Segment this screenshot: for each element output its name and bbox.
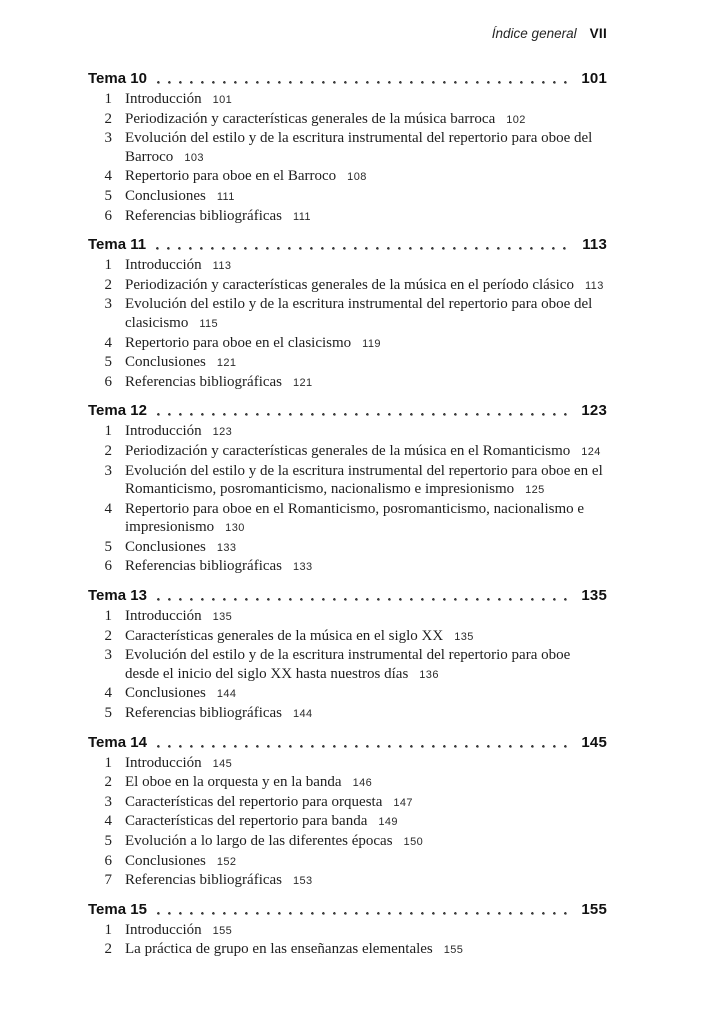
running-header-page-number: VII	[589, 26, 607, 41]
toc-item-number: 2	[104, 110, 112, 127]
toc-item-number: 1	[104, 608, 112, 625]
toc-item[interactable]	[88, 871, 607, 891]
toc-item-title-text: Conclusiones	[125, 187, 206, 204]
toc-section-heading[interactable]	[88, 235, 607, 254]
toc-item-label	[125, 627, 474, 647]
toc-item[interactable]	[88, 187, 607, 207]
toc-item[interactable]	[88, 773, 607, 793]
toc-item-label	[125, 207, 311, 227]
toc-item-title-text: Evolución a lo largo de las diferentes épocas	[125, 833, 393, 849]
toc-item-title-text: Conclusiones	[125, 354, 206, 371]
toc-item-title-text: Características generales de la música en el siglo XX	[125, 627, 444, 644]
toc-item-number: 2	[104, 276, 112, 293]
toc-section-heading[interactable]	[88, 69, 607, 88]
toc-item-page-number: 144	[216, 688, 237, 701]
toc-item-page-number: 136	[419, 668, 439, 681]
toc-item-label	[125, 773, 372, 793]
toc-item-page-number: 125	[525, 484, 545, 497]
toc-item-label	[125, 187, 235, 207]
toc-section-page-number: 155	[581, 900, 607, 918]
dot-leader	[156, 239, 573, 254]
toc-item-number: 1	[104, 754, 112, 771]
toc-item-title-text: Referencias bibliográficas	[125, 207, 283, 224]
toc-item-label	[125, 832, 423, 852]
dot-leader	[157, 904, 572, 919]
toc-item-label	[125, 921, 232, 941]
toc-item-number: 6	[104, 373, 112, 390]
toc-item-label	[125, 812, 398, 832]
toc-item-label	[125, 940, 463, 960]
toc-item[interactable]	[88, 90, 607, 110]
toc-item-number: 6	[104, 852, 112, 869]
toc-item-page-number: 146	[352, 777, 373, 790]
toc-item-page-number: 130	[225, 522, 245, 535]
toc-item-page-number: 111	[293, 210, 311, 223]
toc-item[interactable]	[88, 256, 607, 276]
toc-item-number: 2	[104, 774, 112, 791]
toc-item-page-number: 145	[212, 757, 233, 770]
toc-item-title-text: Repertorio para oboe en el clasicismo	[125, 334, 352, 351]
toc-item-number: 2	[104, 941, 112, 958]
toc-item[interactable]	[88, 793, 607, 813]
toc-item-title-text: Periodización y características generales de la música en el período clásico	[125, 276, 574, 293]
toc-item-label	[125, 167, 367, 187]
toc-item[interactable]	[88, 812, 607, 832]
toc-item[interactable]	[88, 684, 607, 704]
toc-item-page-number: 144	[293, 708, 313, 721]
toc-section-heading[interactable]	[88, 900, 607, 919]
toc-item-page-number: 152	[216, 855, 237, 868]
toc-item-title-text: Evolución del estilo y de la escritura instrumental del repertorio para oboe del Barroco	[125, 130, 593, 165]
toc-item-label	[125, 852, 236, 872]
toc-item-title-text: El oboe en la orquesta y en la banda	[125, 774, 342, 791]
toc-section-title: Tema 11	[88, 236, 147, 254]
toc-item-page-number: 108	[347, 171, 367, 184]
toc-item-page-number: 124	[581, 445, 601, 458]
toc-section	[88, 900, 607, 960]
toc-item-title-text: Referencias bibliográficas	[125, 872, 283, 889]
toc-item-title-text: Evolución del estilo y de la escritura instrumental del repertorio para oboe desde el inicio del siglo XX hasta nuestros días	[125, 647, 571, 682]
toc-item[interactable]	[88, 832, 607, 852]
toc-item-title-text: Repertorio para oboe en el Romanticismo, posromanticismo, nacionalismo e impresionismo	[125, 500, 585, 536]
toc-item-label	[125, 500, 607, 538]
toc-item-number: 4	[104, 813, 112, 830]
toc-item-page-number: 101	[212, 94, 233, 106]
toc-item-page-number: 113	[584, 279, 604, 292]
toc-section-page-number: 145	[581, 733, 607, 751]
toc-section-page-number: 113	[582, 236, 607, 254]
toc-section-page-number: 135	[581, 587, 607, 605]
toc-item-page-number: 150	[403, 836, 424, 848]
toc-item[interactable]	[88, 353, 607, 373]
toc-item-number: 5	[104, 538, 112, 555]
toc-item-number: 1	[104, 91, 112, 107]
toc-item[interactable]	[88, 276, 607, 296]
toc-item-number: 4	[104, 168, 112, 185]
toc-item-number: 3	[104, 296, 112, 313]
toc-item-label	[125, 538, 236, 558]
toc-item[interactable]	[88, 921, 607, 941]
toc-item-number: 6	[104, 207, 112, 224]
toc-item-label	[125, 422, 232, 442]
dot-leader	[157, 73, 572, 88]
toc-item-number: 5	[104, 354, 112, 371]
toc-item-title-text: Introducción	[125, 608, 202, 625]
toc-item-number: 2	[104, 442, 112, 459]
toc-item-label	[125, 704, 313, 724]
dot-leader	[157, 737, 572, 752]
toc-section-title: Tema 12	[88, 402, 147, 420]
toc-item-label	[125, 793, 413, 813]
toc-item-page-number: 133	[216, 541, 237, 554]
toc-item-label	[125, 442, 601, 462]
toc-item[interactable]	[88, 373, 607, 393]
running-header-section-title: Índice general	[491, 26, 577, 41]
toc-item-page-number: 135	[212, 611, 233, 624]
toc-item-page-number: 115	[199, 317, 219, 330]
toc-section-title: Tema 15	[88, 900, 147, 918]
toc-item[interactable]	[88, 110, 607, 130]
toc-item[interactable]	[88, 557, 607, 577]
toc-section	[88, 733, 607, 891]
toc-item-label	[125, 557, 313, 577]
toc-item-number: 1	[104, 423, 112, 440]
toc-item-title-text: Repertorio para oboe en el Barroco	[125, 168, 337, 185]
toc-item-title-text: Introducción	[125, 423, 202, 440]
toc-item-label	[125, 90, 232, 110]
toc-item[interactable]	[88, 852, 607, 872]
toc-item-label	[125, 276, 604, 296]
dot-leader	[157, 590, 572, 605]
toc-item-page-number: 135	[454, 630, 474, 643]
toc-item-title-text: Introducción	[125, 257, 202, 274]
toc-item-title-text: Evolución del estilo y de la escritura instrumental del repertorio para oboe del clasicismo	[125, 296, 593, 331]
toc-item-title-text: Introducción	[125, 91, 202, 107]
toc-item[interactable]	[88, 627, 607, 647]
toc-item-page-number: 133	[293, 561, 313, 574]
toc-item-number: 4	[104, 685, 112, 702]
toc-item[interactable]	[88, 295, 607, 333]
toc-item-page-number: 121	[216, 357, 237, 370]
toc-item-label	[125, 129, 607, 167]
toc-item-number: 7	[104, 872, 112, 889]
toc-section-page-number: 101	[581, 70, 607, 87]
toc-item-number: 3	[104, 647, 112, 664]
toc-item-label	[125, 353, 236, 373]
toc-item-label	[125, 684, 236, 704]
toc-item[interactable]	[88, 442, 607, 462]
toc-item[interactable]	[88, 538, 607, 558]
toc-item-title-text: Referencias bibliográficas	[125, 705, 283, 722]
toc-item-page-number: 155	[212, 924, 233, 937]
toc-item-label	[125, 373, 313, 393]
toc-item[interactable]	[88, 646, 607, 684]
toc-section-title: Tema 14	[88, 733, 147, 751]
toc-item-label	[125, 295, 607, 333]
toc-item-number: 1	[104, 921, 112, 938]
toc-item[interactable]	[88, 334, 607, 354]
toc-section-page-number: 123	[581, 402, 607, 420]
toc-item-number: 6	[104, 558, 112, 575]
toc-section-title: Tema 13	[88, 587, 147, 605]
toc-section-heading[interactable]	[88, 586, 607, 605]
toc-item-title-text: Conclusiones	[125, 538, 206, 555]
toc-item-number: 2	[104, 627, 112, 644]
table-of-contents	[88, 69, 607, 960]
running-header	[88, 26, 607, 41]
toc-item-number: 3	[104, 793, 112, 810]
toc-item[interactable]	[88, 462, 607, 500]
toc-item[interactable]	[88, 422, 607, 442]
toc-item-page-number: 155	[443, 944, 464, 957]
toc-item-label	[125, 256, 231, 276]
toc-item-title-text: Periodización y características generales de la música en el Romanticismo	[125, 442, 571, 459]
toc-section	[88, 586, 607, 724]
toc-item[interactable]	[88, 207, 607, 227]
toc-section-title: Tema 10	[88, 70, 147, 87]
toc-item-title-text: Introducción	[125, 921, 202, 938]
toc-item-number: 1	[104, 257, 112, 274]
toc-item-title-text: Introducción	[125, 754, 202, 771]
toc-section	[88, 69, 607, 226]
toc-item-number: 3	[104, 130, 112, 147]
toc-item-label	[125, 462, 607, 500]
toc-item-title-text: La práctica de grupo en las enseñanzas elementales	[125, 941, 433, 958]
toc-item-number: 5	[104, 833, 112, 849]
toc-item-number: 3	[104, 462, 112, 479]
toc-item[interactable]	[88, 704, 607, 724]
toc-item-page-number: 119	[362, 337, 381, 350]
toc-item-page-number: 103	[184, 151, 204, 164]
toc-item-title-text: Referencias bibliográficas	[125, 558, 283, 575]
toc-item-page-number: 121	[293, 376, 313, 389]
toc-item[interactable]	[88, 607, 607, 627]
toc-item[interactable]	[88, 500, 607, 538]
toc-item-page-number: 111	[216, 190, 235, 203]
toc-section	[88, 401, 607, 577]
toc-item-title-text: Características del repertorio para orquesta	[125, 793, 383, 810]
toc-item[interactable]	[88, 754, 607, 774]
toc-section	[88, 235, 607, 392]
toc-item-page-number: 153	[293, 875, 313, 888]
toc-item-label	[125, 646, 607, 684]
toc-page	[88, 26, 607, 968]
toc-section-heading[interactable]	[88, 733, 607, 752]
toc-item-page-number: 123	[212, 426, 233, 439]
toc-item-title-text: Características del repertorio para banda	[125, 813, 368, 830]
toc-item-title-text: Evolución del estilo y de la escritura instrumental del repertorio para oboe en el Romanticismo, posromanticismo, nacionalismo e impresionismo	[125, 462, 603, 498]
toc-item[interactable]	[88, 940, 607, 960]
toc-item-label	[125, 754, 232, 774]
toc-item-label	[125, 871, 313, 891]
toc-item-label	[125, 607, 232, 627]
toc-item-number: 4	[104, 334, 112, 351]
toc-item-number: 5	[104, 705, 112, 722]
toc-item-label	[125, 110, 526, 130]
toc-item-title-text: Conclusiones	[125, 852, 206, 869]
toc-item-number: 5	[104, 187, 112, 204]
toc-item-number: 4	[104, 500, 112, 517]
toc-item-page-number: 102	[506, 113, 526, 126]
toc-item-title-text: Conclusiones	[125, 685, 206, 702]
dot-leader	[157, 405, 572, 420]
toc-item-title-text: Referencias bibliográficas	[125, 373, 283, 390]
toc-item-page-number: 147	[393, 796, 413, 809]
toc-item-title-text: Periodización y características generales de la música barroca	[125, 110, 496, 127]
toc-item-page-number: 113	[212, 260, 232, 273]
toc-item[interactable]	[88, 129, 607, 167]
toc-section-heading[interactable]	[88, 401, 607, 420]
toc-item-label	[125, 334, 381, 354]
toc-item[interactable]	[88, 167, 607, 187]
toc-item-page-number: 149	[378, 816, 398, 829]
